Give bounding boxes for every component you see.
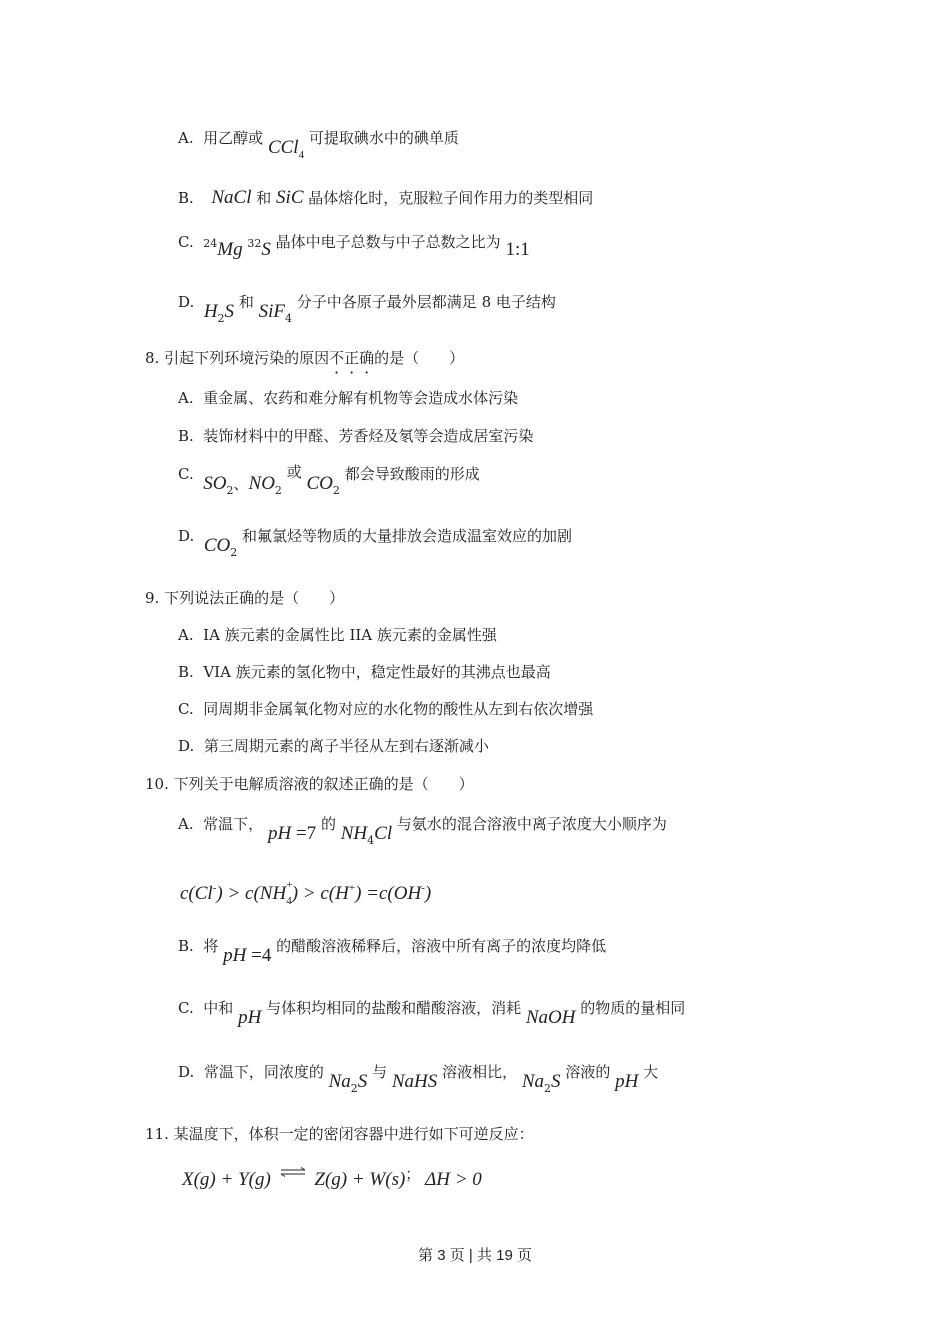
q7-option-d: D. $H_2S$ 和 SiF$_4$ 分子中各原子最外层都满足 8 电子结构 [178,293,556,325]
emphasis-char: 确 [359,349,375,367]
q9-stem: 9. 下列说法正确的是（ ） [145,589,345,607]
emphasis-char: 不 [329,349,345,367]
q8-option-c: C. $SO_2$、$NO_2$ 或 $CO_2$ 都会导致酸雨的形成 [178,463,480,497]
q8-option-b: B. 装饰材料中的甲醛、芳香烃及氡等会造成居室污染 [178,427,534,445]
q11-equation: X(g) + Y(g) Z(g) + W(s)； ΔH > 0 [182,1165,482,1190]
reversible-arrow-icon [280,1167,306,1177]
q9-option-b: B. VIA 族元素的氢化物中，稳定性最好的其沸点也最高 [178,663,551,681]
q9-option-d: D. 第三周期元素的离子半径从左到右逐渐减小 [178,737,489,755]
page-footer: 第 3 页 | 共 19 页 [418,1247,532,1264]
q7-option-c: C. $^{24}$Mg $^{32}$S 晶体中电子总数与中子总数之比为 1:1 [178,233,530,260]
q7-option-b: B. NaCl 和 SiC 晶体熔化时，克服粒子间作用力的类型相同 [178,187,594,208]
q9-option-c: C. 同周期非金属氧化物对应的水化物的酸性从左到右依次增强 [178,700,594,718]
q10-stem: 10. 下列关于电解质溶液的叙述正确的是（ ） [145,775,474,793]
emphasis-char: 正 [344,349,360,367]
q10-a-equation: c(Cl-) > c(NH + $_4$) > c(H+) =c(OH-) [180,879,432,907]
q8-option-a: A. 重金属、农药和难分解有机物等会造成水体污染 [178,389,519,407]
q7-option-a: A. 用乙醇或 CCl$_4$ 可提取碘水中的碘单质 [178,129,459,161]
q10-option-a: A. 常温下， pH =7 的 $NH_4Cl$ 与氨水的混合溶液中离子浓度大小顺序为 [178,815,667,847]
q10-option-d: D. 常温下，同浓度的 $Na_2S$ 与 NaHS 溶液相比， $Na_2S$ 溶液的 pH 大 [178,1063,659,1095]
q11-stem: 11. 某温度下，体积一定的密闭容器中进行如下可逆反应： [145,1125,534,1143]
q9-option-a: A. IA 族元素的金属性比 IIA 族元素的金属性强 [178,626,497,644]
q10-option-c: C. 中和 pH 与体积均相同的盐酸和醋酸溶液，消耗 NaOH 的物质的量相同 [178,999,686,1028]
q8-option-d: D. $CO_2$ 和氟氯烃等物质的大量排放会造成温室效应的加剧 [178,527,573,559]
q10-option-b: B. 将 pH =4 的醋酸溶液稀释后，溶液中所有离子的浓度均降低 [178,937,607,966]
q8-stem: 8. 引起下列环境污染的原因不正确的是（ ） [145,349,465,367]
